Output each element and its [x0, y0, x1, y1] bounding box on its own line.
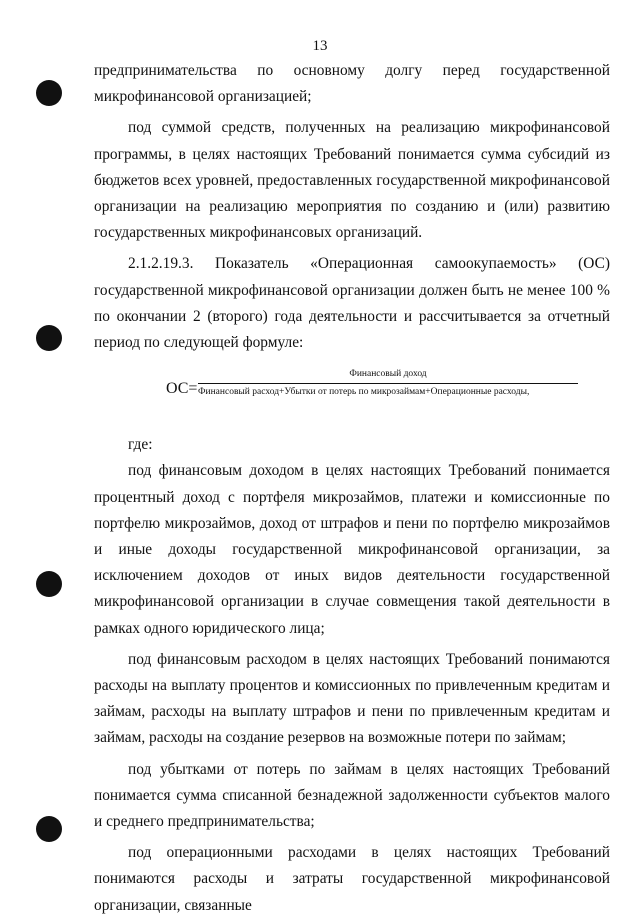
paragraph-indicator-os: 2.1.2.19.3. Показатель «Операционная самоокупаемость» (ОС) государственной микрофинансовой организации должен быть не менее 100 % по окончании 2 (второго) года деятельности и рассчитывается за отчетный период по следующей формуле: [94, 255, 610, 352]
punch-hole-icon [36, 571, 62, 597]
punch-hole-icon [36, 325, 62, 351]
fraction-bar [198, 383, 578, 384]
where-label: где: [128, 436, 153, 454]
formula-denominator [198, 386, 582, 398]
document-body [94, 58, 610, 919]
paragraph-program-funds: под суммой средств, полученных на реализацию микрофинансовой программы, в целях настоящих Требований понимается сумма субсидий из бюджетов всех уровней, предоставленных государственной микрофинансовой организации на реализацию мероприятия по созданию и (или) развитию государственных микрофинансовых организаций. [94, 119, 610, 242]
paragraph-loan-losses: под убытками от потерь по займам в целях настоящих Требований понимается сумма списанной безнадежной задолженности субъектов малого и среднего предпринимательства; [94, 760, 610, 831]
formula [94, 366, 610, 418]
paragraph-financial-income: под финансовым доходом в целях настоящих Требований понимается процентный доход с портфеля микрозаймов, платежи и комиссионные по портфелю микрозаймов, доход от штрафов и пени по портфелю микрозаймов и иные доходы государственной микрофинансовой организации, за исключением доходов от иных видов деятельности государственной микрофинансовой организации в случае совмещения такой деятельности в рамках одного юридического лица; [94, 462, 610, 637]
formula-tail: , [526, 387, 530, 398]
punch-hole-icon [36, 80, 62, 106]
punch-hole-icon [36, 816, 62, 842]
formula-lhs: ОС= [166, 380, 198, 398]
formula-numerator: Финансовый доход [349, 369, 427, 380]
formula-denominator-text: Финансовый расход+Убытки от потерь по микрозаймам+Операционные расходы [198, 387, 527, 398]
paragraph-operating-expenses: под операционными расходами в целях настоящих Требований понимаются расходы и затраты государственной микрофинансовой организации, связанные [94, 844, 610, 914]
page-number: 13 [312, 38, 328, 54]
paragraph-financial-expense: под финансовым расходом в целях настоящих Требований понимаются расходы на выплату процентов и комиссионных по привлеченным кредитам и займам, расходы на выплату штрафов и пени по привлеченным кредитам и займам, расходы на создание резервов на возможные потери по займам; [94, 650, 610, 747]
paragraph-continuation: предпринимательства по основному долгу перед государственной микрофинансовой организацией; [94, 62, 610, 106]
